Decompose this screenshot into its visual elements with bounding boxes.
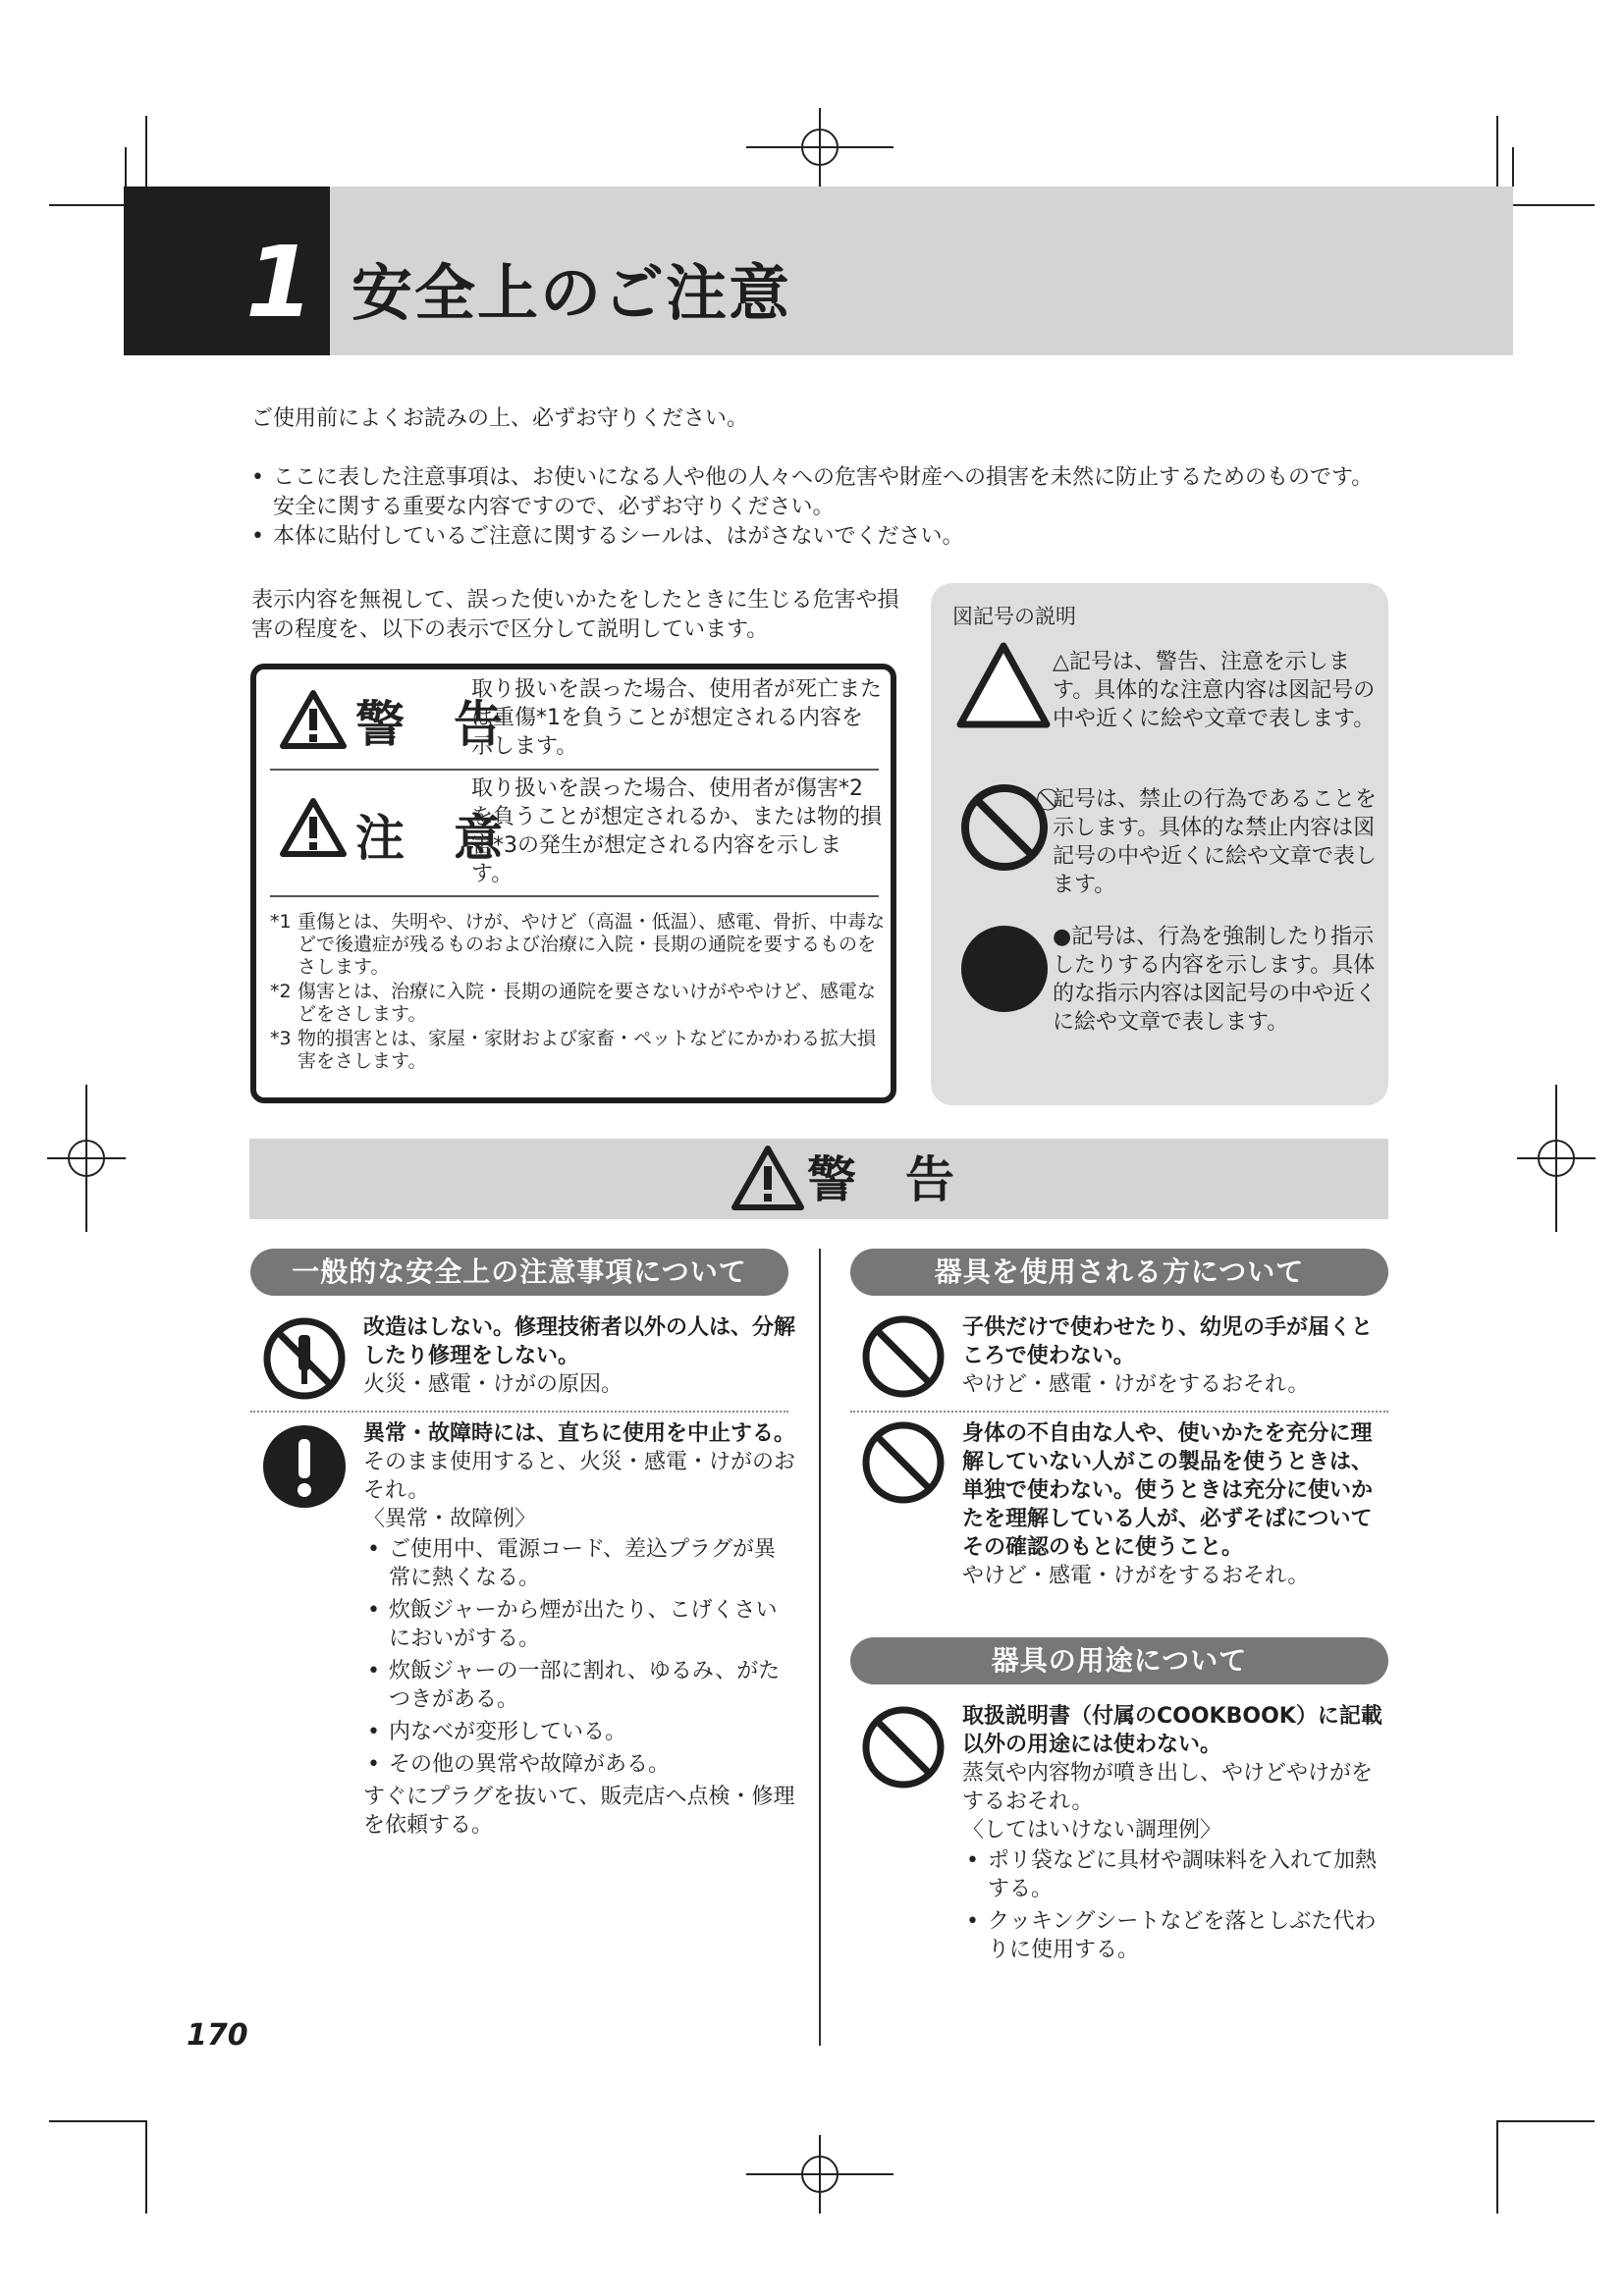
list-item: • 内なべが変形している。	[363, 1718, 795, 1746]
chapter-title: 安全上のご注意	[352, 257, 792, 329]
crop-mark	[1496, 2120, 1595, 2122]
mandatory-action-icon	[261, 1423, 348, 1510]
warning-triangle-icon	[954, 640, 1053, 730]
list-item: • クッキングシートなどを落としぶた代わりに使用する。	[962, 1907, 1390, 1964]
level-desc-caution: 取り扱いを誤った場合、使用者が傷害*2を負うことが想定されるか、または物的損害*3の発生が想定される内容を示します。	[471, 776, 883, 886]
list-item: • ご使用中、電源コード、差込プラグが異常に熱くなる。	[363, 1535, 795, 1592]
section-header-users: 器具を使用される方について	[850, 1249, 1388, 1296]
item-supervision: 身体の不自由な人や、使いかたを充分に理解していない人がこの製品を使うときは、単独で使わない。使うときは充分に使いかたを理解している人が、必ずそばについてその確認のもとに使うこと。 やけど・感電・けがをするおそれ。	[962, 1421, 1374, 1588]
warning-banner-label: 警 告	[807, 1151, 954, 1208]
item-separator	[850, 1411, 1388, 1413]
symbol-panel-title: 図記号の説明	[952, 605, 1076, 628]
level-desc-warning: 取り扱いを誤った場合、使用者が死亡または重傷*1を負うことが想定される内容を示します。	[471, 677, 883, 759]
footnote: *3 物的損害とは、家屋・家財および家畜・ペットなどにかかわる拡大損害をさします。	[270, 1028, 877, 1072]
section-header-general: 一般的な安全上の注意事項について	[250, 1249, 788, 1296]
symbol-desc-prohibition: ⃠記号は、禁止の行為であることを示します。具体的な禁止内容は図記号の中や近くに絵や文章で表します。	[1053, 787, 1378, 897]
chapter-number: 1	[245, 225, 314, 340]
bullet-item: • ここに表した注意事項は、お使いになる人や他の人々への危害や財産への損害を未然に防止するためのものです。安全に関する重要な内容ですので、必ずお守りください。	[251, 465, 1374, 519]
symbol-desc-mandatory: ●記号は、行為を強制したり指示したりする内容を示します。具体的な指示内容は図記号の中や近くに絵や文章で表します。	[1053, 925, 1378, 1035]
footnote: *2 傷害とは、治療に入院・長期の通院を要さないけがややけど、感電などをさします。	[270, 981, 877, 1025]
abnormal-examples-list	[363, 1535, 795, 1779]
divider	[270, 895, 879, 897]
section-header-usage: 器具の用途について	[850, 1637, 1388, 1684]
warning-triangle-icon	[279, 797, 348, 858]
item-no-children: 子供だけで使わせたり、幼児の手が届くところで使わない。 やけど・感電・けがをするおそれ。	[962, 1315, 1374, 1397]
prohibition-icon	[860, 1313, 947, 1400]
symbol-desc-warning: △記号は、警告、注意を示します。具体的な注意内容は図記号の中や近くに絵や文章で表します。	[1053, 650, 1376, 731]
prohibition-icon	[860, 1419, 947, 1506]
item-stop-on-abnormal: 異常・故障時には、直ちに使用を中止する。 そのまま使用すると、火災・感電・けがのおそれ。 〈異常・故障例〉 • ご使用中、電源コード、差込プラグが異常に熱くなる。 • 炊飯ジャーから煙が出たり、こげくさいにおいがする。 • 炊飯ジャーの一部に割れ、ゆるみ、がたつきがある。 • 内なべが変形している。 • その他の異常や故障がある。 すぐにプラグを抜いて、販売店へ点検・修理を依頼する。	[363, 1419, 795, 1840]
mandatory-circle-icon	[958, 923, 1051, 1015]
crop-mark	[145, 2120, 147, 2214]
warning-triangle-icon	[731, 1145, 805, 1211]
divider	[270, 769, 879, 771]
intro-text: ご使用前によくお読みの上、必ずお守りください。	[251, 406, 749, 431]
level-label-caution: 注 意	[355, 810, 503, 867]
prohibition-icon	[860, 1704, 947, 1790]
levels-intro: 表示内容を無視して、誤った使いかたをしたときに生じる危害や損害の程度を、以下の表示で区分して説明しています。	[251, 588, 899, 642]
footnotes	[270, 911, 887, 1073]
bullet-item: • 本体に貼付しているご注意に関するシールは、はがさないでください。	[251, 524, 964, 549]
crop-mark	[49, 2120, 147, 2122]
warning-triangle-icon	[279, 689, 348, 750]
item-no-modify: 改造はしない。修理技術者以外の人は、分解したり修理をしない。 火災・感電・けがの原因。	[363, 1315, 796, 1397]
column-divider	[819, 1249, 821, 2046]
registration-mark-right	[1517, 1085, 1596, 1232]
registration-mark-left	[47, 1085, 126, 1232]
prohibition-icon	[958, 781, 1051, 874]
list-item: • 炊飯ジャーの一部に割れ、ゆるみ、がたつきがある。	[363, 1657, 795, 1714]
list-item: • ポリ袋などに具材や調味料を入れて加熱する。	[962, 1846, 1390, 1903]
page-number: 170	[187, 2018, 248, 2053]
registration-mark-top	[746, 108, 893, 187]
crop-mark	[1496, 2120, 1498, 2214]
intro-bullets	[251, 463, 1390, 552]
item-separator	[250, 1411, 788, 1413]
level-label-warning: 警 告	[355, 696, 503, 753]
registration-mark-bottom	[746, 2135, 893, 2214]
no-disassembly-icon	[261, 1315, 348, 1402]
list-item: • 炊飯ジャーから煙が出たり、こげくさいにおいがする。	[363, 1596, 795, 1653]
prohibited-cooking-list	[962, 1846, 1390, 1964]
crop-mark	[125, 147, 127, 187]
item-intended-use: 取扱説明書（付属のCOOKBOOK）に記載以外の用途には使わない。 蒸気や内容物が噴き出し、やけどやけがをするおそれ。 〈してはいけない調理例〉 • ポリ袋などに具材や調味料を入れて加熱する。 • クッキングシートなどを落としぶた代わりに使用する。	[962, 1702, 1390, 1968]
crop-mark	[1512, 147, 1514, 187]
footnote: *1 重傷とは、失明や、けが、やけど（高温・低温）、感電、骨折、中毒などで後遺症が残るものおよび治療に入院・長期の通院を要するものをさします。	[270, 911, 886, 978]
list-item: • その他の異常や故障がある。	[363, 1750, 795, 1779]
